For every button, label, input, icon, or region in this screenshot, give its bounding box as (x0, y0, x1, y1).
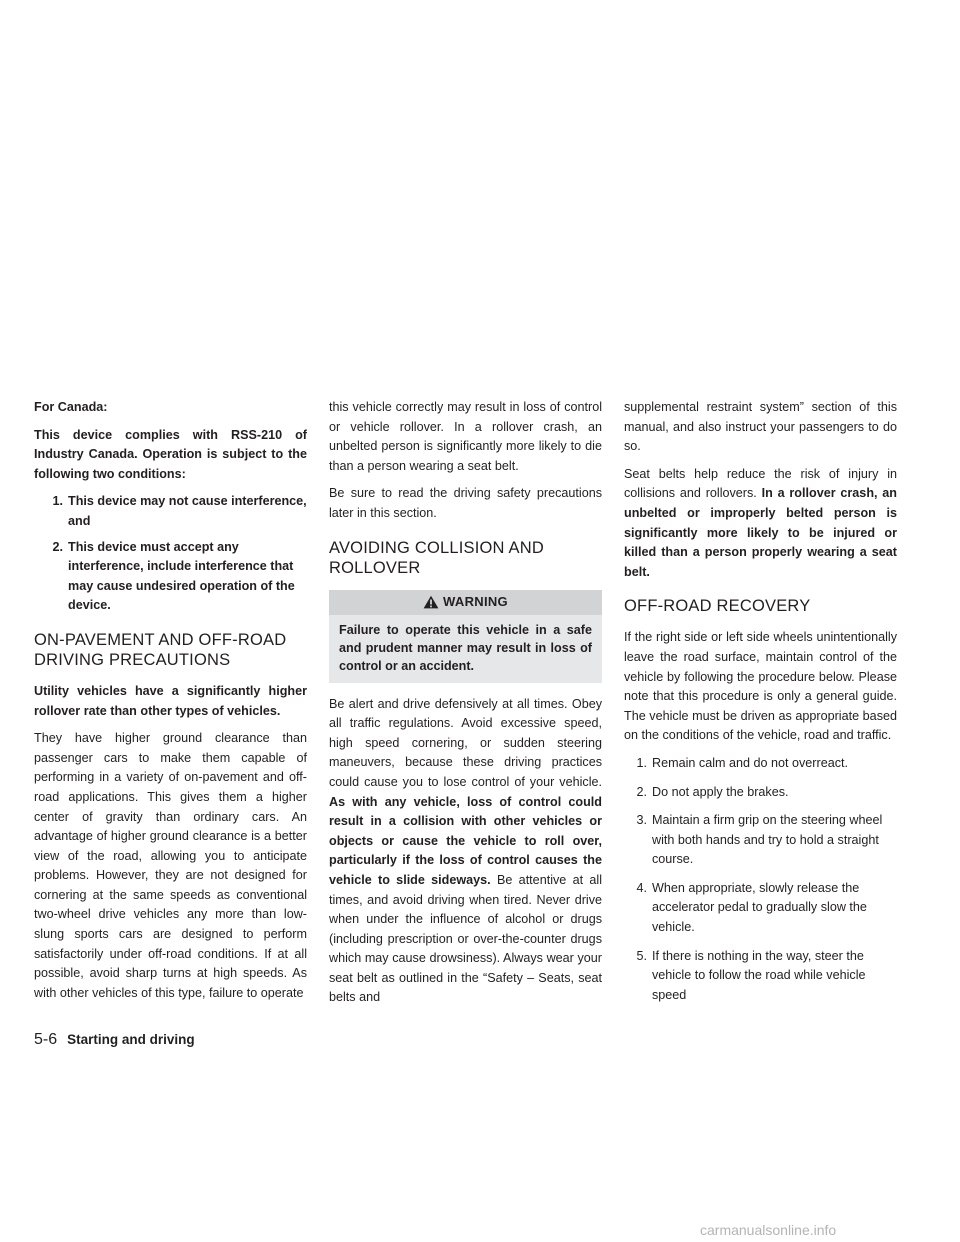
belts-bold-text: In a rollover crash, an unbelted or improperly belted person is significantly more likely to be injured or killed than a person properly wearing a seat belt. (624, 486, 898, 579)
column-1 (34, 398, 307, 1011)
body-paragraph: If the right side or left side wheels unintentionally leave the road surface, maintain control of the vehicle by following the procedure below. Please note that this procedure is only a general guide. The vehicle must be driven as appropriate based on the conditions of the vehicle, road and traffic. (624, 630, 897, 743)
list-item (624, 879, 897, 938)
page-footer (34, 1031, 195, 1053)
section-heading: AVOIDING COLLISION AND ROLLOVER (329, 538, 544, 577)
list-number: 2. (636, 784, 647, 799)
list-item (34, 538, 307, 616)
recovery-steps-list (624, 754, 897, 1006)
section-heading: ON-PAVEMENT AND OFF-ROAD DRIVING PRECAUTIONS (34, 630, 287, 669)
list-number: 4. (636, 880, 647, 895)
alert-bold-text: As with any vehicle, loss of control could result in a collision with other vehicles or objects or cause the vehicle to roll over, particularly if the loss of control causes the vehicle to slide sideways. (329, 794, 602, 887)
belts-text: Seat belts help reduce the risk of injury in collisions and rollovers. (624, 466, 897, 501)
conditions-list (34, 492, 307, 616)
list-text: Remain calm and do not overreact. (652, 755, 849, 770)
list-number: 1. (636, 755, 647, 770)
body-paragraph: Be sure to read the driving safety precautions later in this section. (329, 486, 602, 520)
alert-text: Be alert and drive defensively at all times. Obey all traffic regulations. Avoid excessive speed, high speed cornering, or sudden steering maneuvers, because these driving practices could cause you to lose control of your vehicle. (329, 696, 602, 789)
canada-compliance-text: This device complies with RSS-210 of Industry Canada. Operation is subject to the following two conditions: (34, 427, 307, 481)
warning-label: WARNING (443, 594, 508, 610)
list-text: When appropriate, slowly release the accelerator pedal to gradually slow the vehicle. (652, 880, 867, 935)
list-item (624, 754, 897, 774)
list-item (624, 811, 897, 870)
list-text: This device must accept any interference, include interference that may cause undesired operation of the device. (68, 539, 295, 613)
body-paragraph (329, 695, 602, 1009)
warning-triangle-icon (423, 595, 439, 609)
list-text: This device may not cause interference, and (68, 494, 307, 528)
list-text: Do not apply the brakes. (652, 784, 789, 799)
canada-label: For Canada: (34, 400, 108, 414)
warning-box (329, 590, 602, 683)
list-item (624, 783, 897, 803)
body-paragraph: supplemental restraint system” section of this manual, and also instruct your passengers to do so. (624, 400, 897, 454)
body-paragraph (624, 465, 897, 583)
list-text: Maintain a firm grip on the steering wheel with both hands and try to hold a straight course. (652, 813, 883, 867)
column-2 (329, 398, 602, 1016)
watermark-text: carmanualsonline.info (700, 1222, 837, 1238)
body-paragraph: this vehicle correctly may result in loss of control or vehicle rollover. In a rollover crash, an unbelted person is significantly more likely to die than a person wearing a seat belt. (329, 400, 602, 473)
warning-text: Failure to operate this vehicle in a safe and prudent manner may result in loss of control or an accident. (339, 622, 592, 673)
list-item (624, 947, 897, 1006)
list-number: 3. (636, 813, 647, 828)
section-heading: OFF-ROAD RECOVERY (624, 597, 811, 616)
page-number: 5-6 (34, 1031, 58, 1048)
section-title: Starting and driving (67, 1032, 195, 1047)
bold-intro: Utility vehicles have a significantly higher rollover rate than other types of vehicles. (34, 683, 307, 718)
column-3 (624, 398, 897, 1014)
body-paragraph: They have higher ground clearance than passenger cars to make them capable of performing in a variety of on-pavement and off-road applications. This gives them a higher center of gravity than ordinary cars. An advantage of higher ground clearance is a better view of the road, allowing you to anticipate problems. However, they are not designed for cornering at the same speeds as conventional two-wheel drive vehicles any more than low-slung sports cars are designed to perform satisfactorily under off-road conditions. If at all possible, avoid sharp turns at high speeds. As with other vehicles of this type, failure to operate (34, 731, 307, 1000)
list-number: 5. (636, 948, 647, 963)
list-text: If there is nothing in the way, steer the vehicle to follow the road while vehicle speed (652, 948, 866, 1002)
warning-header (329, 590, 602, 615)
list-number: 1. (52, 494, 63, 509)
alert-text-continued: Be attentive at all times, and avoid driving when tired. Never drive when under the influence of alcohol or drugs (including prescription or over-the-counter drugs which may cause drowsiness). Always wear your seat belt as outlined in the “Safety – Seats, seat belts and (329, 872, 602, 1005)
list-number: 2. (52, 539, 63, 554)
list-item (34, 492, 307, 531)
